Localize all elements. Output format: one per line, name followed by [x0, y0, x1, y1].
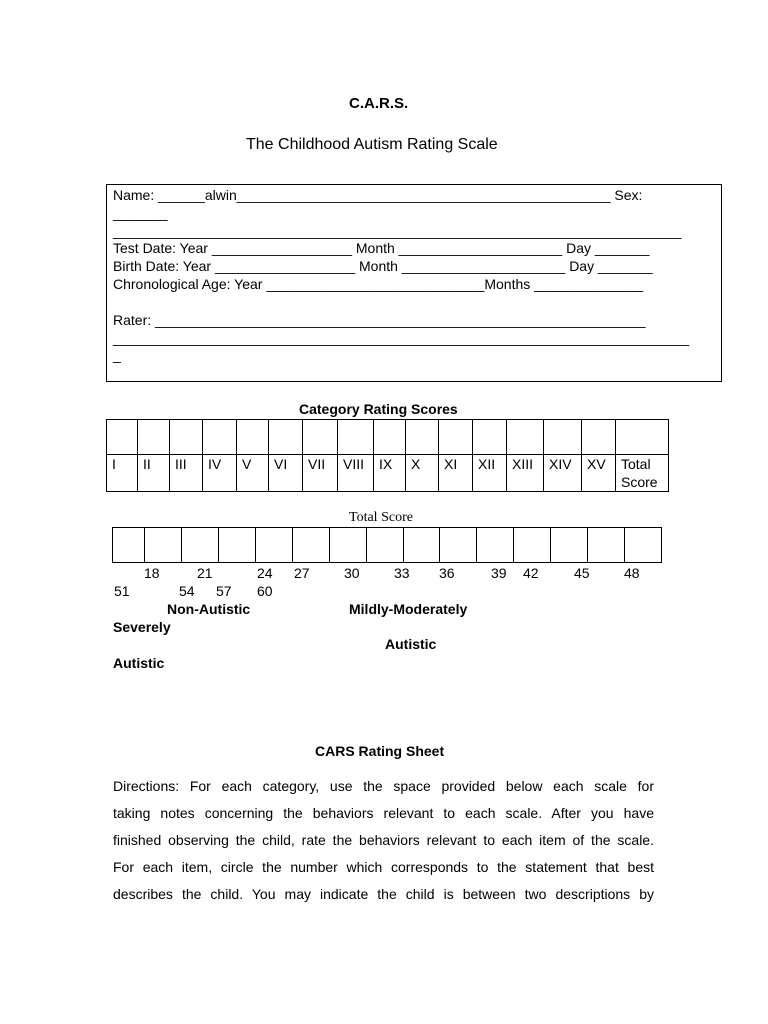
score-number: 18 — [144, 565, 160, 581]
info-name-line: Name: ______alwin________________________________________________ Sex: — [113, 187, 643, 203]
total-score-heading: Total Score — [349, 510, 413, 525]
info-rater-line-3: _ — [113, 347, 121, 363]
category-label: III — [170, 455, 203, 492]
category-rating-table — [106, 419, 669, 492]
range-non-autistic: Non-Autistic — [167, 601, 251, 617]
directions-line: finished observing the child, rate the behaviors relevant to each item of the scale. — [113, 832, 654, 848]
category-label: X — [406, 455, 439, 492]
score-cell-15 — [582, 420, 616, 455]
score-box — [330, 528, 367, 562]
doc-title: C.A.R.S. — [349, 95, 409, 112]
doc-subtitle: The Childhood Autism Rating Scale — [246, 136, 498, 153]
info-age-line: Chronological Age: Year ____________________________Months ______________ — [113, 276, 644, 292]
category-label: VI — [269, 455, 303, 492]
category-label: XIII — [507, 455, 544, 492]
score-number: 54 — [179, 583, 195, 599]
category-label-row — [107, 455, 669, 492]
score-number: 24 — [257, 565, 273, 581]
score-box — [588, 528, 625, 562]
info-rater-line: Rater: _______________________________________________________________ — [113, 312, 646, 328]
patient-info-box — [106, 184, 722, 382]
directions-paragraph — [113, 773, 654, 908]
category-label: I — [107, 455, 138, 492]
score-cell-3 — [170, 420, 203, 455]
score-number: 30 — [344, 565, 360, 581]
score-cell-6 — [269, 420, 303, 455]
score-cell-7 — [303, 420, 338, 455]
score-cell-14 — [544, 420, 582, 455]
score-number: 48 — [624, 565, 640, 581]
score-cell-8 — [338, 420, 374, 455]
score-number: 51 — [114, 583, 130, 599]
score-box — [551, 528, 588, 562]
score-cell-10 — [406, 420, 439, 455]
score-box — [514, 528, 551, 562]
category-label: XII — [473, 455, 507, 492]
score-cell-12 — [473, 420, 507, 455]
score-number: 42 — [523, 565, 539, 581]
info-rater-line-2: __________________________________________________________________________ — [113, 330, 690, 346]
score-box — [477, 528, 514, 562]
score-box — [404, 528, 441, 562]
score-box — [293, 528, 330, 562]
score-number: 27 — [294, 565, 310, 581]
score-cell-total — [616, 420, 669, 455]
score-box — [145, 528, 182, 562]
directions-line: For each item, circle the number which corresponds to the statement that best — [113, 859, 654, 875]
score-box — [440, 528, 477, 562]
category-label: XIV — [544, 455, 582, 492]
range-autistic-mid: Autistic — [385, 636, 437, 652]
score-cell-2 — [138, 420, 170, 455]
score-cell-13 — [507, 420, 544, 455]
directions-line: Directions: For each category, use the space provided below each scale for — [113, 778, 654, 794]
total-score-boxes — [112, 527, 662, 563]
range-severely: Severely — [113, 619, 171, 635]
score-number: 57 — [216, 583, 232, 599]
score-cell-5 — [237, 420, 269, 455]
score-number: 39 — [491, 565, 507, 581]
category-label: IX — [374, 455, 406, 492]
score-box — [625, 528, 662, 562]
score-number: 33 — [394, 565, 410, 581]
score-cell-9 — [374, 420, 406, 455]
score-number: 60 — [257, 583, 273, 599]
score-number: 21 — [197, 565, 213, 581]
category-label: II — [138, 455, 170, 492]
directions-line: describes the child. You may indicate the child is between two descriptions by — [113, 886, 654, 902]
score-box — [219, 528, 256, 562]
category-label-total: Total Score — [616, 455, 669, 492]
category-label: VIII — [338, 455, 374, 492]
category-score-row — [107, 420, 669, 455]
score-number: 45 — [574, 565, 590, 581]
category-label: XV — [582, 455, 616, 492]
rating-sheet-heading: CARS Rating Sheet — [315, 743, 445, 759]
score-box — [182, 528, 219, 562]
score-box — [367, 528, 404, 562]
category-label: XI — [439, 455, 473, 492]
score-box — [256, 528, 293, 562]
directions-line: taking notes concerning the behaviors relevant to each scale. After you have — [113, 805, 654, 821]
info-blank-line: _________________________________________________________________________ — [113, 223, 682, 239]
score-cell-1 — [107, 420, 138, 455]
score-number: 36 — [439, 565, 455, 581]
score-cell-11 — [439, 420, 473, 455]
category-heading: Category Rating Scores — [299, 401, 458, 417]
info-birth-date-line: Birth Date: Year __________________ Month _____________________ Day _______ — [113, 258, 653, 274]
range-mildly-moderately: Mildly-Moderately — [349, 601, 468, 617]
score-cell-4 — [203, 420, 237, 455]
range-autistic-low: Autistic — [113, 655, 165, 671]
category-label: IV — [203, 455, 237, 492]
info-test-date-line: Test Date: Year __________________ Month _____________________ Day _______ — [113, 240, 650, 256]
score-box — [113, 528, 145, 562]
info-sex-line: _______ — [113, 205, 168, 221]
category-label: V — [237, 455, 269, 492]
category-label: VII — [303, 455, 338, 492]
